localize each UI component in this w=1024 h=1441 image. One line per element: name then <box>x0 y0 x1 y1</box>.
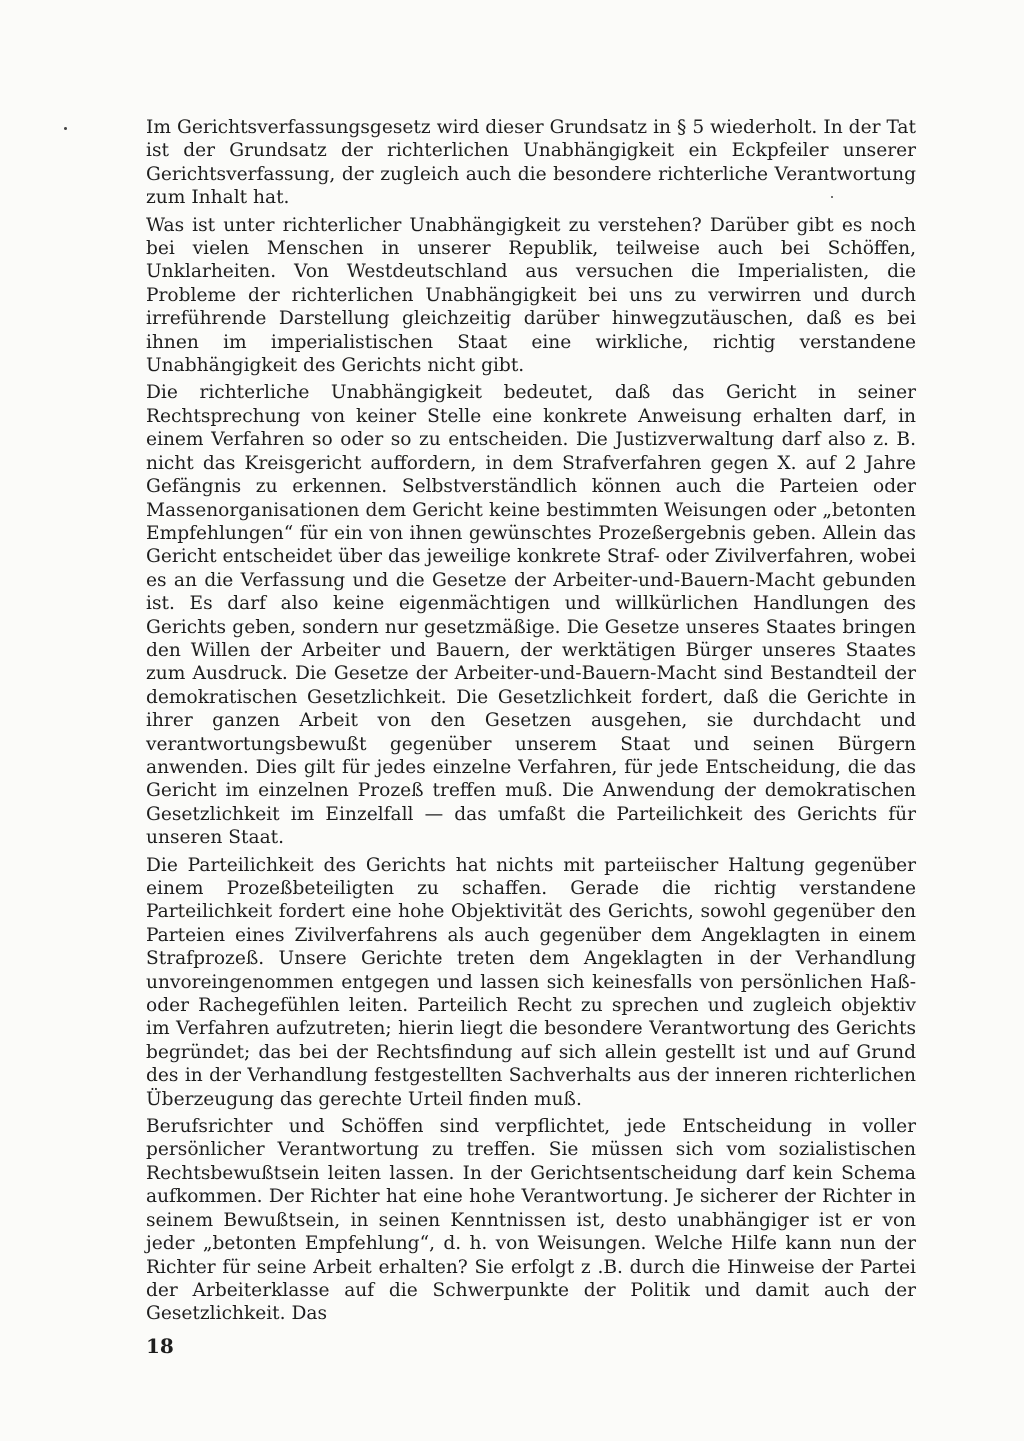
paragraph: Berufsrichter und Schöffen sind verpflichtet, jede Entscheidung in voller persönlicher Verantwortung zu treffen. Sie müssen sich vom sozialistischen Rechtsbewußtsein leiten lassen. In der Gerichtsentscheidung darf kein Schema aufkommen. Der Richter hat eine hohe Verantwortung. Je sicherer der Richter in seinem Bewußtsein, in seinen Kenntnissen ist, desto unabhängiger ist er von jeder „betonten Empfehlung“, d. h. von Weisungen. Welche Hilfe kann nun der Richter für seine Arbeit erhalten? Sie erfolgt z .B. durch die Hinweise der Partei der Arbeiterklasse auf die Schwerpunkte der Politik und damit auch der Gesetzlichkeit. Das <box>146 1116 916 1325</box>
body-text <box>146 116 916 1330</box>
page-number: 18 <box>146 1334 174 1358</box>
paragraph: Im Gerichtsverfassungsgesetz wird dieser Grundsatz in § 5 wiederholt. In der Tat ist der Grundsatz der richterlichen Unabhängigkeit ein Eckpfeiler unserer Gerichtsverfassung, der zugleich auch die besondere richterliche Verantwortung zum Inhalt hat. <box>146 117 916 209</box>
paragraph: Die richterliche Unabhängigkeit bedeutet, daß das Gericht in seiner Rechtsprechung von keiner Stelle eine konkrete Anweisung erhalten darf, in einem Verfahren so oder so zu entscheiden. Die Justizverwaltung darf also z. B. nicht das Kreisgericht auffordern, in dem Strafverfahren gegen X. auf 2 Jahre Gefängnis zu erkennen. Selbstverständlich können auch die Parteien oder Massenorganisationen dem Gericht keine bestimmten Weisungen oder „betonten Empfehlungen“ für ein von ihnen gewünschtes Prozeßergebnis geben. Allein das Gericht entscheidet über das jeweilige konkrete Straf- oder Zivilverfahren, wobei es an die Verfassung und die Gesetze der Arbeiter-und-Bauern-Macht gebunden ist. Es darf also keine eigenmächtigen und willkürlichen Handlungen des Gerichts geben, sondern nur gesetzmäßige. Die Gesetze unseres Staates bringen den Willen der Arbeiter und Bauern, der werktätigen Bürger unseres Staates zum Ausdruck. Die Gesetze der Arbeiter-und-Bauern-Macht sind Bestandteil der demokratischen Gesetzlichkeit. Die Gesetzlichkeit fordert, daß die Gerichte in ihrer ganzen Arbeit von den Gesetzen ausgehen, sie durchdacht und verantwortungsbewußt gegenüber unserem Staat und seinen Bürgern anwenden. Dies gilt für jedes einzelne Verfahren, für jede Entscheidung, die das Gericht im einzelnen Prozeß treffen muß. Die Anwendung der demokratischen Gesetzlichkeit im Einzelfall — das umfaßt die Parteilichkeit des Gerichts für unseren Staat. <box>146 382 916 849</box>
paragraph: Was ist unter richterlicher Unabhängigkeit zu verstehen? Darüber gibt es noch bei vielen Menschen in unserer Republik, teilweise auch bei Schöffen, Unklarheiten. Von Westdeutschland aus versuchen die Imperialisten, die Probleme der richterlichen Unabhängigkeit bei uns zu verwirren und durch irreführende Darstellung gleichzeitig darüber hinwegzutäuschen, daß es bei ihnen im imperialistischen Staat eine wirkliche, richtig verstandene Unabhängigkeit des Gerichts nicht gibt. <box>146 214 916 377</box>
paragraph: Die Parteilichkeit des Gerichts hat nichts mit parteiischer Haltung gegenüber einem Prozeßbeteiligten zu schaffen. Gerade die richtig verstandene Parteilichkeit fordert eine hohe Objektivität des Gerichts, sowohl gegenüber den Parteien eines Zivilverfahrens als auch gegenüber dem Angeklagten in einem Strafprozeß. Unsere Gerichte treten dem Angeklagten in der Verhandlung unvoreingenommen entgegen und lassen sich keinesfalls von persönlichen Haß- oder Rachegefühlen leiten. Parteilich Recht zu sprechen und zugleich objektiv im Verfahren aufzutreten; hierin liegt die besondere Verantwortung des Gerichts begründet; das bei der Rechtsfindung auf sich allein gestellt ist und auf Grund des in der Verhandlung festgestellten Sachverhalts aus der inneren richterlichen Überzeugung das gerechte Urteil finden muß. <box>146 854 916 1110</box>
margin-speck <box>64 127 67 130</box>
